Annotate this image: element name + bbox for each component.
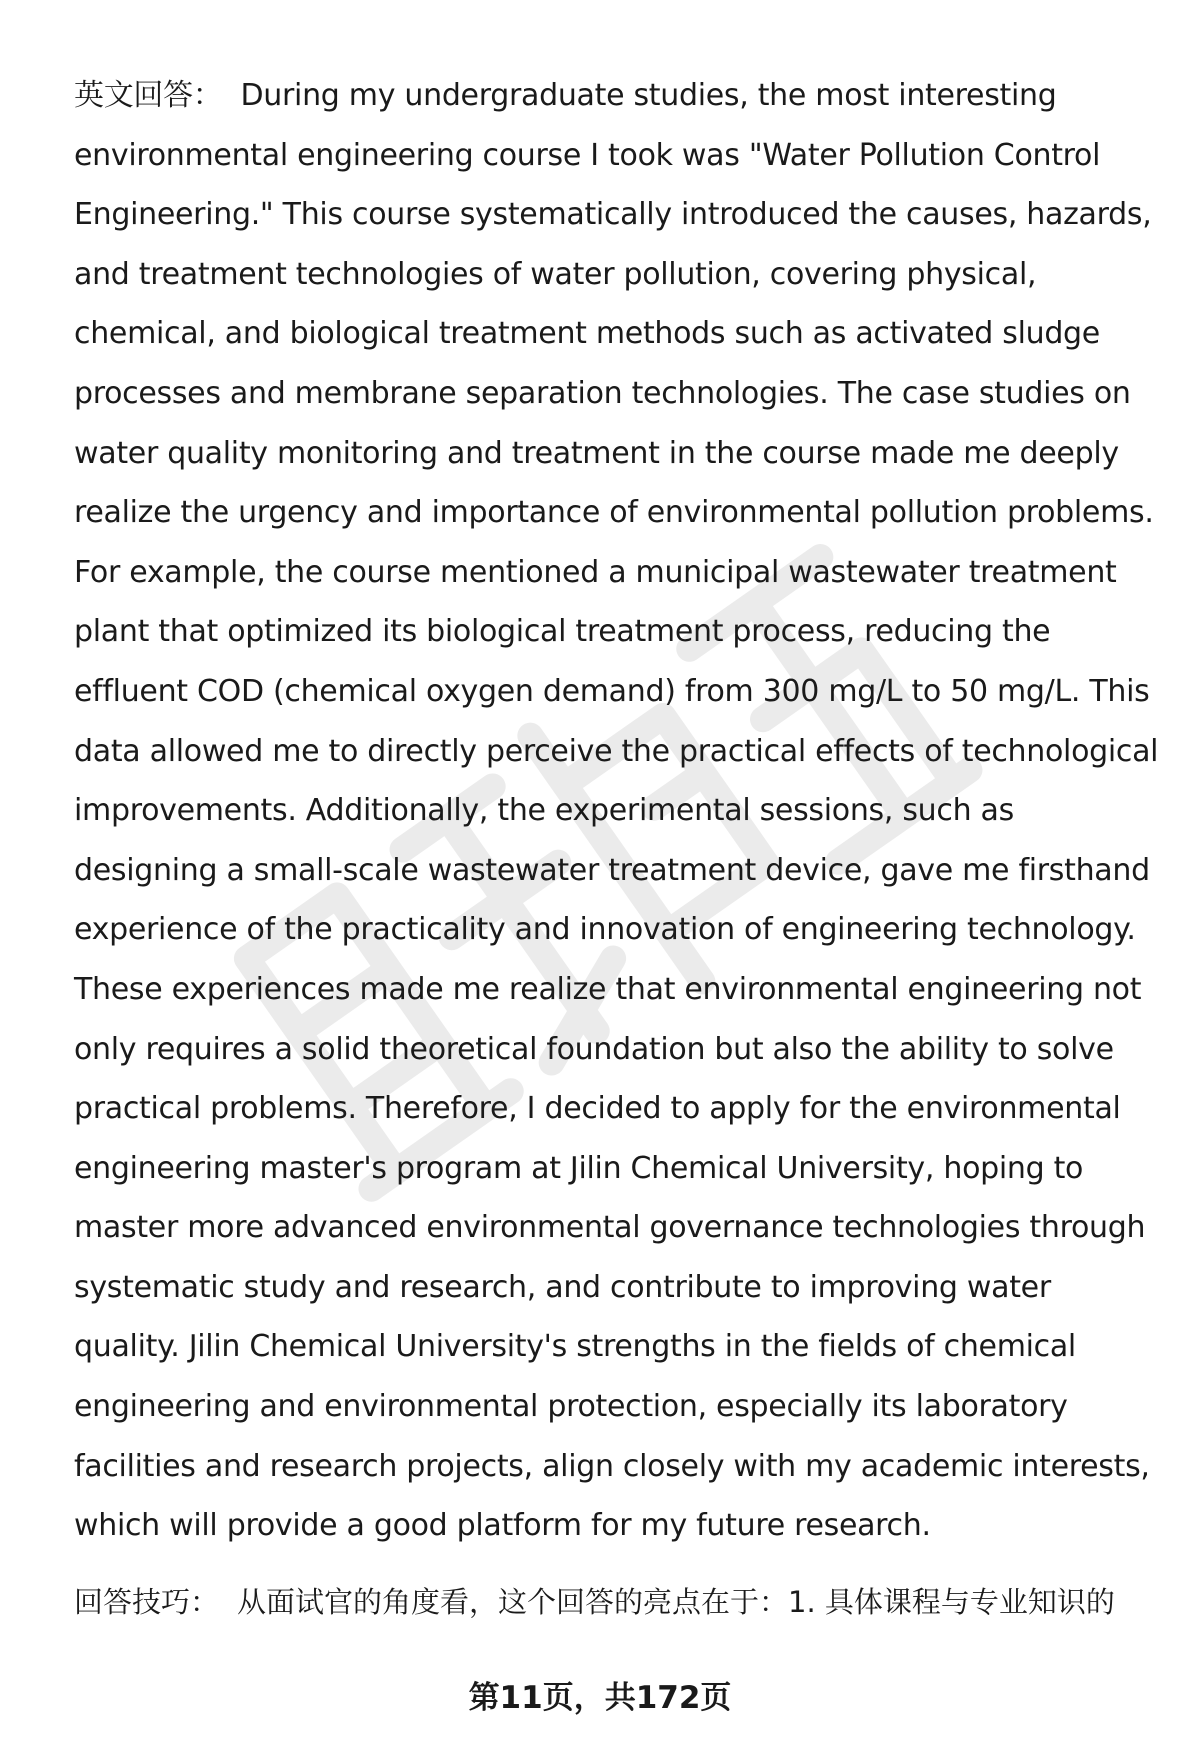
tip-label: 回答技巧： (74, 1585, 220, 1619)
english-answer-paragraph (74, 66, 1164, 1556)
page-indicator: 第11页，共172页 (468, 1680, 732, 1716)
answer-text: During my undergraduate studies, the most interesting environmental engineering course I took was "Water Pollution Control Engineering." This course systematically introduced the causes, hazards, and treatment technologies of water pollution, covering physical, chemical, and biological treatment methods such as activated sludge processes and membrane separation technologies. The case studies on water quality monitoring and treatment in the course made me deeply realize the urgency and importance of environmental pollution problems. For example, the course mentioned a municipal wastewater treatment plant that optimized its biological treatment process, reducing the effluent COD (chemical oxygen demand) from 300 mg/L to 50 mg/L. This data allowed me to directly perceive the practical effects of technological improvements. Additionally, the experimental sessions, such as designing a small-scale wastewater treatment device, gave me firsthand experience of the practicality and innovation of engineering technology. These experiences made me realize that environmental engineering not only requires a solid theoretical foundation but also the ability to solve practical problems. Therefore, I decided to apply for the environmental engineering master's program at Jilin Chemical University, hoping to master more advanced environmental governance technologies through systematic study and research, and contribute to improving water quality. Jilin Chemical University's strengths in the fields of chemical engineering and environmental protection, especially its laboratory facilities and research projects, align closely with my academic interests, which will provide a good platform for my future research. (74, 78, 1159, 1544)
tip-text: 从面试官的角度看，这个回答的亮点在于：1. 具体课程与专业知识的 (237, 1585, 1115, 1619)
answer-tip-paragraph (74, 1572, 1164, 1632)
answer-label: 英文回答： (74, 78, 223, 113)
